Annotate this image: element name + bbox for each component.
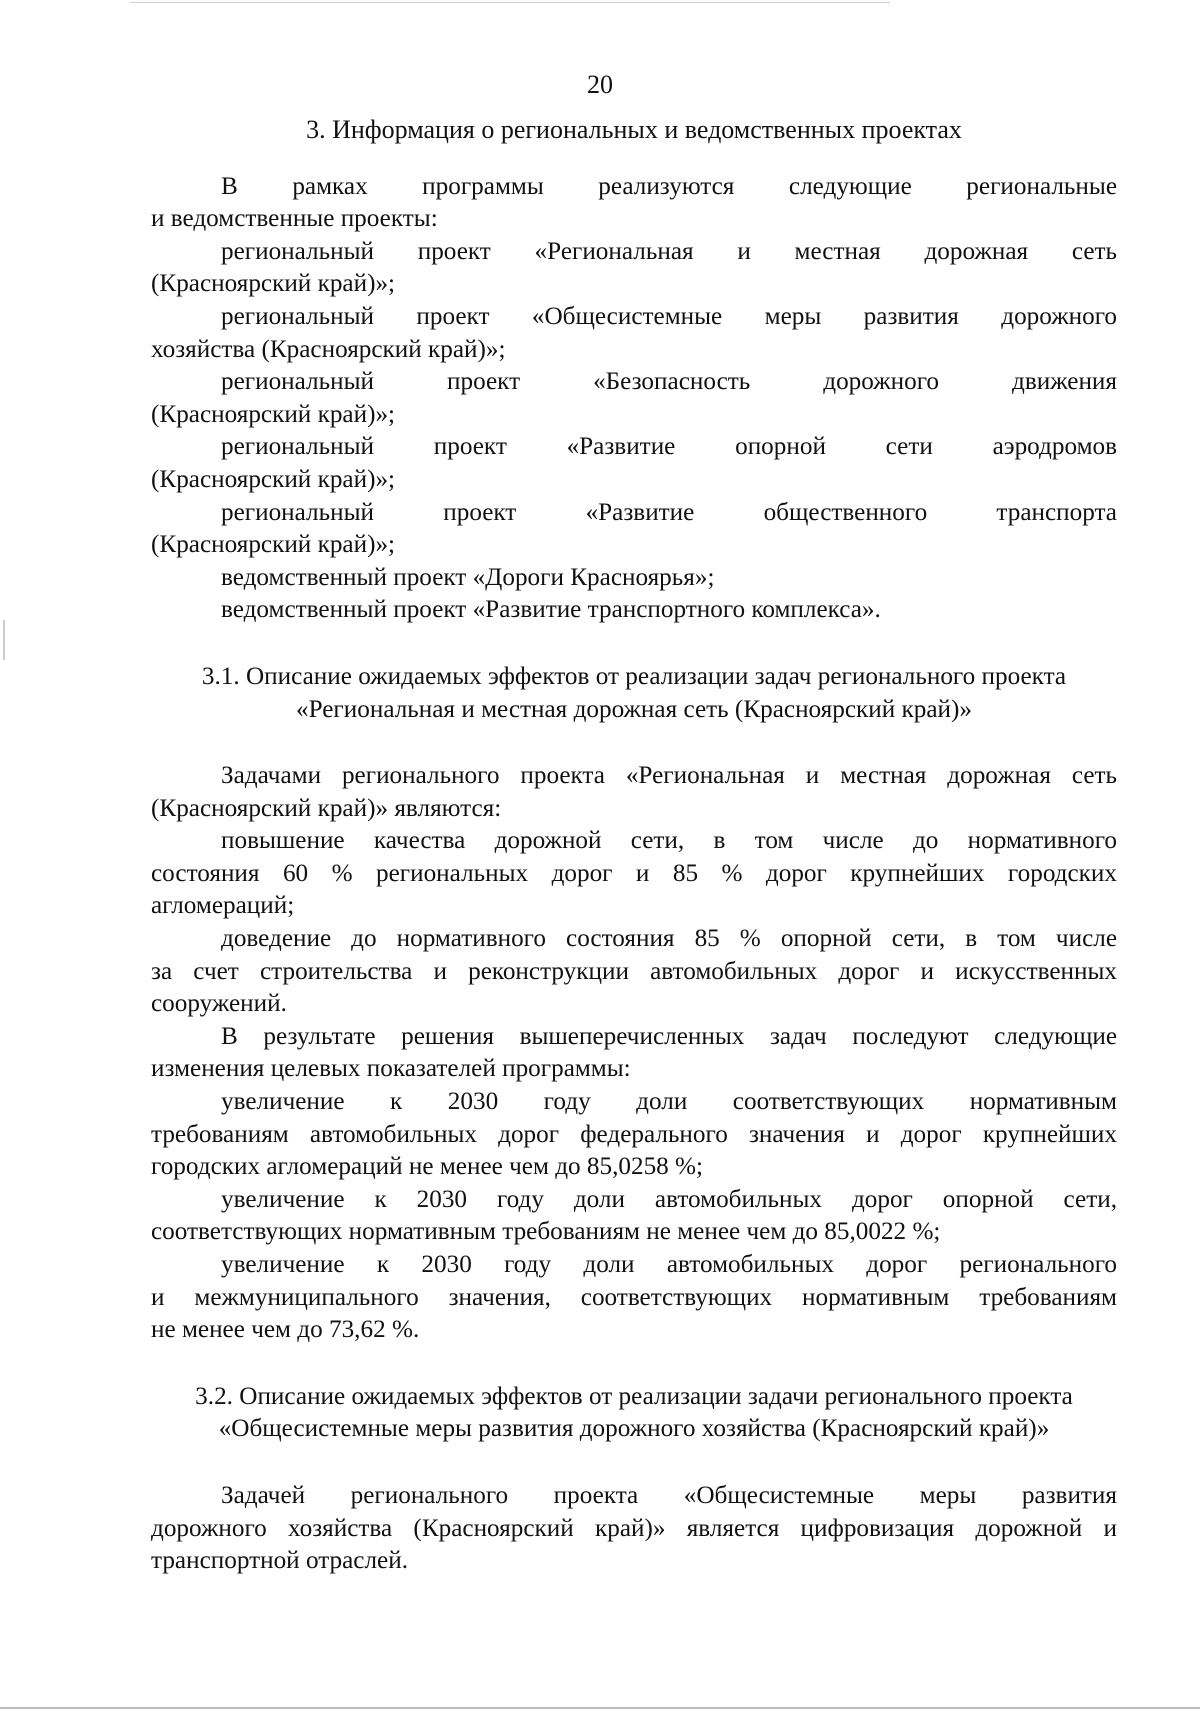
section-3-title: 3. Информация о региональных и ведомственных проектах: [306, 115, 962, 144]
text-line: региональный проект «Безопасность дорожного движения: [221, 368, 1117, 396]
dept-project-item: ведомственный проект «Развитие транспортного комплекса».: [221, 596, 881, 624]
text-line: и ведомственные проекты:: [151, 205, 438, 233]
project-item: [151, 431, 1117, 496]
text-line: 3.2. Описание ожидаемых эффектов от реализации задачи регионального проекта: [195, 1382, 1073, 1410]
paragraph: [151, 1480, 1117, 1578]
scan-edge-left: [3, 620, 5, 660]
text-line: соответствующих нормативным требованиям не менее чем до 85,0022 %;: [151, 1218, 941, 1246]
project-item: [151, 301, 1117, 366]
section-3-2-title: [151, 1381, 1117, 1446]
project-item: [151, 366, 1117, 431]
text-line: увеличение к 2030 году доли автомобильных дорог опорной сети,: [221, 1185, 1117, 1213]
paragraph: [151, 923, 1117, 1021]
text-line: «Региональная и местная дорожная сеть (Красноярский край)»: [295, 695, 972, 723]
page-number: 20: [587, 70, 613, 99]
scan-edge-top: [130, 2, 890, 3]
text-line: В рамках программы реализуются следующие региональные: [221, 172, 1117, 200]
text-line: (Красноярский край)»;: [151, 531, 396, 559]
text-line: увеличение к 2030 году доли автомобильных дорог регионального: [221, 1251, 1117, 1278]
paragraph: [151, 1184, 1117, 1249]
text-line: транспортной отраслей.: [151, 1547, 408, 1575]
paragraph: [151, 1086, 1117, 1184]
text-line: доведение до нормативного состояния 85 % опорной сети, в том числе: [221, 925, 1117, 953]
text-line: региональный проект «Общесистемные меры развития дорожного: [221, 302, 1117, 330]
text-line: изменения целевых показателей программы:: [151, 1055, 631, 1083]
text-line: региональный проект «Развитие общественного транспорта: [221, 498, 1117, 526]
document-body: [151, 114, 1117, 1578]
text-line: хозяйства (Красноярский край)»;: [151, 335, 506, 363]
text-line: (Красноярский край)» являются:: [151, 794, 502, 822]
text-line: агломераций;: [151, 892, 295, 920]
text-line: Задачей регионального проекта «Общесистемные меры развития: [221, 1481, 1117, 1509]
project-item: [151, 236, 1117, 301]
text-line: не менее чем до 73,62 %.: [151, 1316, 420, 1344]
text-line: состояния 60 % региональных дорог и 85 % дорог крупнейших городских: [151, 859, 1117, 887]
text-line: за счет строительства и реконструкции автомобильных дорог и искусственных: [151, 957, 1117, 985]
text-line: 3.1. Описание ожидаемых эффектов от реализации задач регионального проекта: [201, 662, 1067, 690]
text-line: городских агломераций не менее чем до 85,0258 %;: [151, 1153, 704, 1181]
text-line: (Красноярский край)»;: [151, 270, 396, 298]
text-line: (Красноярский край)»;: [151, 465, 396, 493]
text-line: сооружений.: [151, 990, 287, 1018]
text-line: повышение качества дорожной сети, в том числе до нормативного: [221, 827, 1117, 855]
text-line: увеличение к 2030 году доли соответствующих нормативным: [221, 1088, 1117, 1116]
section-3-intro: [151, 171, 1117, 236]
text-line: требованиям автомобильных дорог федерального значения и дорог крупнейших: [151, 1120, 1117, 1148]
dept-project-item: ведомственный проект «Дороги Красноярья»;: [221, 563, 715, 591]
text-line: «Общесистемные меры развития дорожного хозяйства (Красноярский край)»: [218, 1415, 1050, 1443]
paragraph: [151, 825, 1117, 923]
paragraph: [151, 1249, 1117, 1347]
text-line: региональный проект «Региональная и местная дорожная сеть: [221, 237, 1117, 265]
text-line: и межмуниципального значения, соответствующих нормативным требованиям: [151, 1283, 1117, 1311]
scan-edge-bottom: [0, 1707, 1200, 1709]
section-3-1-title: [151, 661, 1117, 726]
project-item: [151, 497, 1117, 562]
text-line: дорожного хозяйства (Красноярский край)» является цифровизация дорожной и: [151, 1514, 1117, 1542]
paragraph: [151, 1021, 1117, 1086]
text-line: (Красноярский край)»;: [151, 400, 396, 428]
text-line: В результате решения вышеперечисленных задач последуют следующие: [221, 1022, 1117, 1050]
paragraph: [151, 760, 1117, 825]
text-line: региональный проект «Развитие опорной сети аэродромов: [221, 433, 1117, 461]
text-line: Задачами регионального проекта «Региональная и местная дорожная сеть: [221, 762, 1117, 790]
